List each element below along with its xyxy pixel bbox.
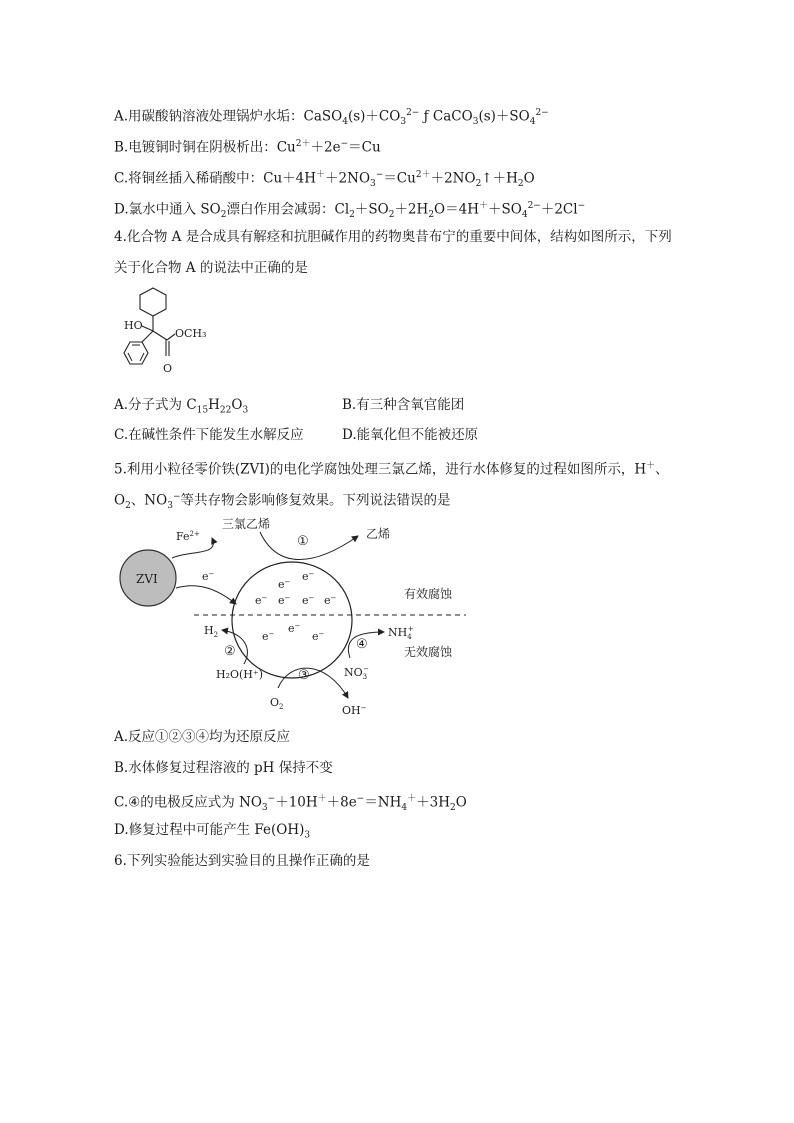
electron-6: e−	[324, 594, 337, 607]
q4-stem-line1: 4.化合物 A 是合成具有解痉和抗胆碱作用的药物奥昔布宁的重要中间体，结构如图所示，下列	[114, 229, 672, 245]
electron-1: e−	[278, 578, 291, 591]
q4-option-b: B.有三种含氧官能团	[342, 397, 465, 413]
q4-option-c: C.在碱性条件下能发生水解反应	[114, 427, 304, 443]
q5-option-c: C.④的电极反应式为 $NO_3^-+10H^++8e^-=NH_4^++3H_2O$	[114, 794, 467, 814]
q4-option-d: D.能氧化但不能被还原	[342, 427, 479, 443]
q3-option-b: B.电镀铜时铜在阴极析出：$Cu^{2+}+2e^-=Cu$	[114, 139, 381, 156]
q3-option-d: D.氯水中通入 $SO_2$漂白作用会减弱：$Cl_2+SO_2+2H_2O=4H^++SO_4^{2-}+2Cl^-$	[114, 201, 586, 221]
reaction-4-number: ④	[356, 637, 368, 652]
structure-och3-label: OCH₃	[175, 327, 207, 340]
nh4-label: $NH_4+$	[388, 625, 414, 641]
q5-stem-line2: $O_2$、$NO_3^-$等共存物会影响修复效果。下列说法错误的是	[114, 492, 451, 512]
q4-structure-diagram	[112, 284, 222, 388]
q3-option-c: C.将铜丝插入稀硝酸中：$Cu+4H^++2NO_3^-=Cu^{2+}+2NO_2↑+H_2O$	[114, 170, 535, 190]
trichloroethylene-label: 三氯乙烯	[222, 517, 271, 531]
effective-corrosion-label: 有效腐蚀	[404, 587, 453, 601]
q4-stem-line2: 关于化合物 A 的说法中正确的是	[114, 260, 308, 276]
q3-option-a: A.用碳酸钠溶液处理锅炉水垢：$CaSO_4(s)+CO_3^{2-}$ ƒ $CaCO_3(s)+SO_4^{2-}$	[114, 108, 549, 128]
ethylene-label: 乙烯	[366, 527, 391, 541]
no3-label: $NO_3-$	[344, 665, 369, 681]
reaction-3-arrow	[278, 668, 348, 698]
zvi-electron-label: e−	[202, 570, 215, 583]
structure-o-label: O	[163, 362, 173, 375]
q5-corrosion-diagram	[112, 516, 482, 721]
q5-option-a: A.反应①②③④均为还原反应	[114, 729, 291, 745]
fe2-label: $Fe^{2+}$	[176, 530, 200, 543]
reaction-3-number: ③	[298, 668, 310, 683]
structure-ho-label: HO	[124, 319, 143, 332]
q6-stem: 6.下列实验能达到实验目的且操作正确的是	[114, 853, 370, 869]
electron-3: e−	[255, 594, 268, 607]
q5-option-b: B.水体修复过程溶液的 pH 保持不变	[114, 760, 333, 776]
reaction-sphere	[232, 562, 352, 678]
electron-5: e−	[302, 594, 315, 607]
h2o-label: H₂O(H⁺)	[216, 668, 264, 681]
q4-option-a: A.分子式为 $C_{15}H_{22}O_3$	[114, 397, 249, 416]
electron-7: e−	[288, 622, 301, 635]
electron-9: e−	[312, 630, 325, 643]
electron-8: e−	[262, 630, 275, 643]
q5-option-d: D.修复过程中可能产生 $Fe(OH)_3$	[114, 822, 311, 841]
reaction-1-number: ①	[297, 534, 309, 549]
h2-label: $H_2$	[204, 624, 219, 639]
electron-2: e−	[302, 570, 315, 583]
q5-stem-line1: 5.利用小粒径零价铁(ZVI)的电化学腐蚀处理三氯乙烯，进行水体修复的过程如图所示，H＋、	[114, 461, 669, 478]
oh-label: OH−	[342, 704, 367, 717]
electron-4: e−	[278, 594, 291, 607]
reaction-2-number: ②	[224, 644, 236, 659]
o2-label: $O_2$	[270, 696, 284, 711]
zvi-label: ZVI	[136, 572, 158, 586]
ineffective-corrosion-label: 无效腐蚀	[404, 645, 453, 659]
reaction-1-arrow	[260, 532, 358, 560]
electron-flow-arrow	[176, 586, 236, 604]
